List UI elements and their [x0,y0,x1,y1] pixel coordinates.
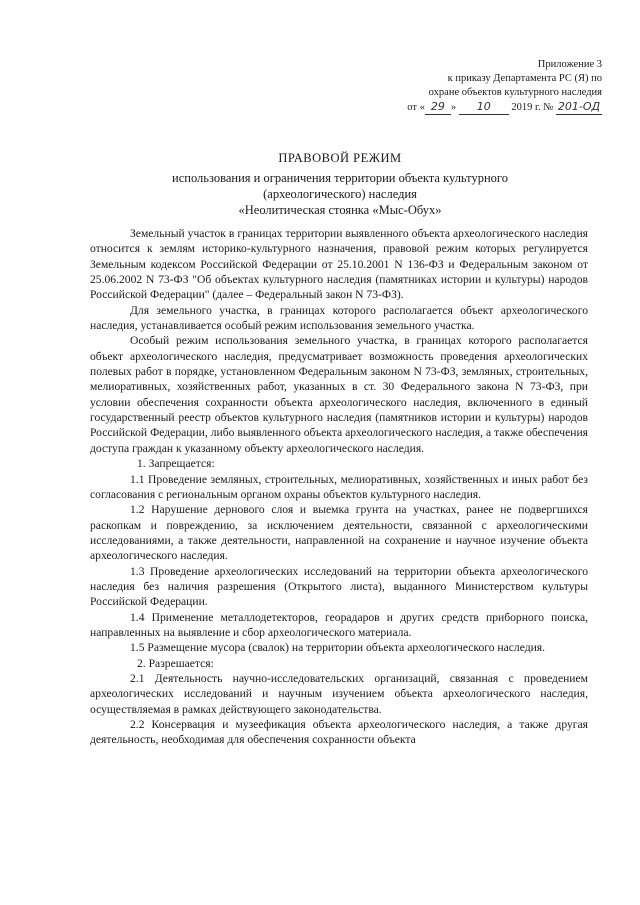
date-prefix: от « [407,102,425,113]
clause-1-1: 1.1 Проведение земляных, строительных, мелиоративных, хозяйственных и иных работ без согласования с региональным органом охраны объектов культурного наследия. [90,472,588,501]
appendix-header [407,58,602,115]
title-subline-2: (археологического) наследия [263,187,417,201]
date-mid: » [450,102,457,113]
document-body [90,226,588,748]
clause-2-1: 2.1 Деятельность научно-исследовательских организаций, связанная с проведением археологических исследований и научным изучением объекта археологического наследия, осуществляемая в рамках действующего законодательства. [90,671,588,716]
appendix-label: Приложение 3 [537,59,602,70]
order-year: 2019 г. № [511,102,554,113]
clause-1-4: 1.4 Применение металлодетекторов, георадаров и других средств приборного поиска, направленных на выявление и сбор археологического материала. [90,610,588,639]
order-reference: к приказу Департамента РС (Я) по [447,73,602,84]
section-permitted-heading: 2. Разрешается: [137,656,214,670]
clause-1-5: 1.5 Размещение мусора (свалок) на территории объекта археологического наследия. [130,641,546,655]
clause-1-2: 1.2 Нарушение дернового слоя и выемка грунта на участках, ранее не подвергшихся раскопкам и повреждению, за исключением деятельности, связанной с археологическими исследованиями, а также деятельности, направленной на сохранение и научное изучение объекта археологического наследия. [90,503,588,563]
section-prohibited-heading: 1. Запрещается: [137,457,215,471]
department-name: охране объектов культурного наследия [428,87,602,98]
paragraph-land-status: Земельный участок в границах территории выявленного объекта археологического наследия относится к землям историко-культурного назначения, правовой режим которых регулируется Земельным кодексом Российской Федерации от 25.10.2001 N 136-ФЗ и Федеральным законом от 25.06.2002 N 73-ФЗ "Об объектах культурного наследия (памятниках истории и культуры) народов Российской Федерации" (далее – Федеральный закон N 73-ФЗ). [90,227,588,302]
document-title-block [90,150,590,218]
title-subline-1: использования и ограничения территории объекта культурного [172,171,508,185]
order-date-line [407,100,602,115]
site-name: «Неолитическая стоянка «Мыс-Обух» [238,203,442,217]
clause-1-3: 1.3 Проведение археологических исследований на территории объекта археологического наследия без наличия разрешения (Открытого листа), выданного Министерством культуры Российской Федерации. [90,564,588,609]
order-day: 29 [425,100,451,115]
clause-2-2: 2.2 Консервация и музеефикация объекта археологического наследия, а также другая деятельность, необходимая для обеспечения сохранности объекта [90,718,588,747]
order-number: 201-ОД [557,100,601,113]
order-month: 10 [459,100,509,115]
paragraph-regime-details: Особый режим использования земельного участка, в границах которого располагается объект археологического наследия, предусматривает возможность проведения археологических полевых работ в порядке, установленном Федеральным законом N 73-ФЗ, земляных, строительных, мелиоративных, хозяйственных работ, указанных в ст. 30 Федерального закона N 73-ФЗ, при условии обеспечения сохранности объекта археологического наследия, включенного в единый государственный реестр объектов культурного наследия (памятников истории и культуры) народов Российской Федерации, либо выявленного объекта археологического наследия, а также обеспечения доступа граждан к указанному объекту археологического наследия. [90,334,588,455]
paragraph-special-regime: Для земельного участка, в границах которого располагается объект археологического наследия, устанавливается особый режим использования земельного участка. [90,303,588,333]
document-title: ПРАВОВОЙ РЕЖИМ [278,151,402,165]
